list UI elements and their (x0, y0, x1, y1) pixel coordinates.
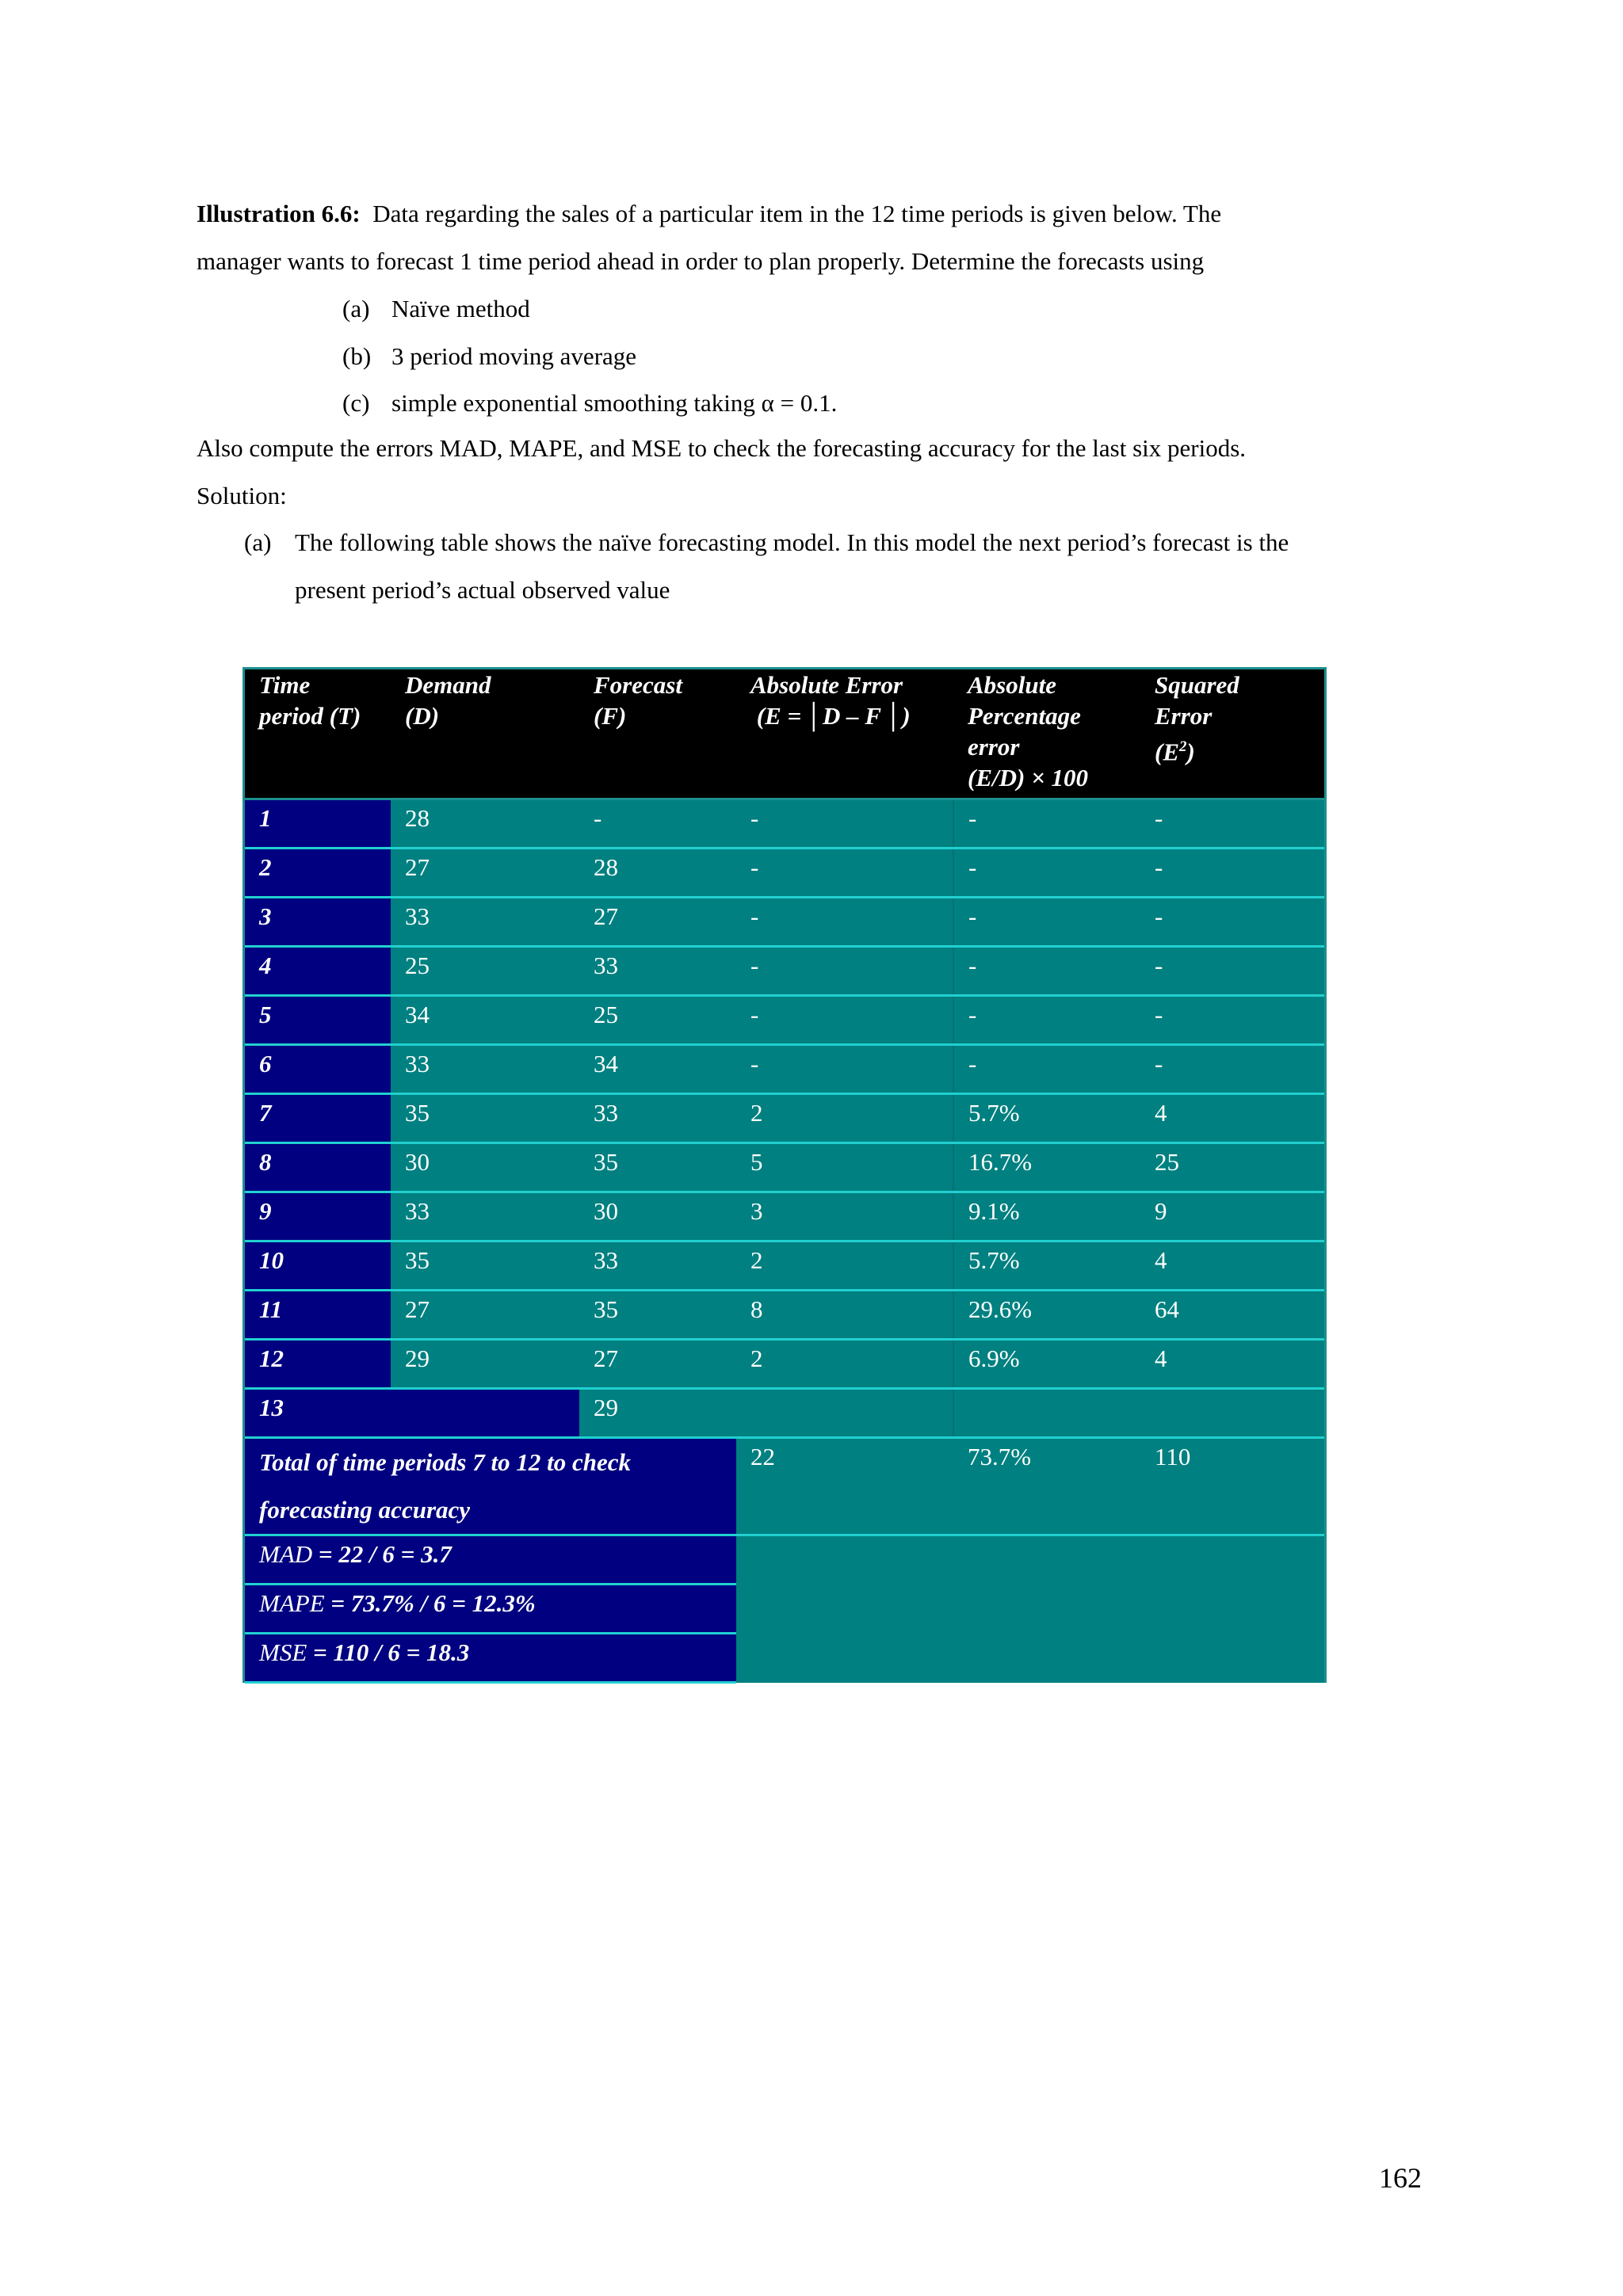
cell-pct-error: 16.7% (953, 1143, 1140, 1192)
page-number: 162 (1379, 2162, 1422, 2194)
part-a-line-1: The following table shows the naïve forecasting model. In this model the next period’s forecast is the (295, 528, 1289, 556)
total-pct-error: 73.7% (953, 1438, 1140, 1535)
table-row (245, 1094, 1324, 1143)
cell-abs-error: 2 (736, 1340, 953, 1389)
table-header-row (245, 669, 1324, 799)
mape-formula: MAPE = 73.7% / 6 = 12.3% (245, 1585, 736, 1634)
cell-time-period: 4 (245, 947, 391, 996)
cell-pct-error: - (953, 799, 1140, 849)
cell-time-period: 3 (245, 898, 391, 947)
cell-demand (391, 1389, 579, 1438)
intro-line-2: manager wants to forecast 1 time period ahead in order to plan properly. Determine the forecasts using (197, 246, 1205, 275)
cell-time-period: 2 (245, 849, 391, 898)
option-marker: (b) (342, 341, 372, 370)
cell-time-period: 13 (245, 1389, 391, 1438)
cell-pct-error (953, 1389, 1140, 1438)
cell-pct-error: 5.7% (953, 1094, 1140, 1143)
cell-demand: 27 (391, 849, 579, 898)
option-item (342, 285, 837, 333)
table-row (245, 1340, 1324, 1389)
table-row (245, 1291, 1324, 1340)
cell-demand: 35 (391, 1241, 579, 1291)
cell-time-period: 11 (245, 1291, 391, 1340)
option-item (342, 379, 837, 427)
header-absolute-error: Absolute Error (E = │D – F │) (736, 669, 953, 799)
cell-sq-error: - (1140, 799, 1324, 849)
cell-demand: 29 (391, 1340, 579, 1389)
cell-pct-error: - (953, 898, 1140, 947)
total-row (245, 1438, 1324, 1535)
cell-pct-error: - (953, 996, 1140, 1045)
cell-time-period: 9 (245, 1192, 391, 1241)
option-text: simple exponential smoothing taking α = 0.1. (391, 389, 838, 417)
cell-sq-error: - (1140, 996, 1324, 1045)
cell-forecast: 29 (579, 1389, 736, 1438)
cell-demand: 30 (391, 1143, 579, 1192)
cell-abs-error: 2 (736, 1094, 953, 1143)
cell-sq-error: 4 (1140, 1340, 1324, 1389)
cell-pct-error: - (953, 1045, 1140, 1094)
cell-time-period: 12 (245, 1340, 391, 1389)
cell-abs-error: 5 (736, 1143, 953, 1192)
part-a-marker: (a) (244, 528, 272, 556)
cell-sq-error (1140, 1389, 1324, 1438)
table-row (245, 996, 1324, 1045)
cell-abs-error: 8 (736, 1291, 953, 1340)
cell-pct-error: 5.7% (953, 1241, 1140, 1291)
cell-pct-error: 9.1% (953, 1192, 1140, 1241)
total-abs-error: 22 (736, 1438, 953, 1535)
cell-abs-error: - (736, 947, 953, 996)
cell-time-period: 6 (245, 1045, 391, 1094)
option-item (342, 333, 837, 380)
cell-forecast: 34 (579, 1045, 736, 1094)
cell-sq-error: - (1140, 849, 1324, 898)
header-absolute-percentage-error: Absolute Percentage error (E/D) × 100 (953, 669, 1140, 799)
cell-pct-error: - (953, 947, 1140, 996)
cell-abs-error: - (736, 849, 953, 898)
cell-sq-error: - (1140, 898, 1324, 947)
table-row (245, 799, 1324, 849)
cell-abs-error: - (736, 1045, 953, 1094)
cell-demand: 25 (391, 947, 579, 996)
cell-abs-error: 3 (736, 1192, 953, 1241)
table-row (245, 1192, 1324, 1241)
cell-sq-error: - (1140, 1045, 1324, 1094)
table-row (245, 1045, 1324, 1094)
cell-forecast: 35 (579, 1291, 736, 1340)
table-row (245, 1241, 1324, 1291)
cell-abs-error: - (736, 799, 953, 849)
cell-abs-error: - (736, 996, 953, 1045)
total-sq-error: 110 (1140, 1438, 1324, 1535)
cell-sq-error: 4 (1140, 1094, 1324, 1143)
cell-abs-error (736, 1389, 953, 1438)
cell-demand: 33 (391, 898, 579, 947)
cell-forecast: 27 (579, 898, 736, 947)
cell-forecast: 28 (579, 849, 736, 898)
illustration-label: Illustration 6.6: (197, 200, 361, 227)
part-a-line-2: present period’s actual observed value (295, 575, 670, 604)
cell-sq-error: 9 (1140, 1192, 1324, 1241)
summary-row-mad (245, 1535, 1324, 1585)
table-row (245, 1143, 1324, 1192)
header-time-period: Time period (T) (245, 669, 391, 799)
cell-sq-error: 64 (1140, 1291, 1324, 1340)
cell-demand: 33 (391, 1192, 579, 1241)
naive-forecast-table (242, 667, 1327, 1683)
option-marker: (a) (342, 295, 370, 322)
option-marker: (c) (342, 389, 370, 417)
intro-line-1: Data regarding the sales of a particular item in the 12 time periods is given below. The (372, 200, 1222, 227)
total-label: Total of time periods 7 to 12 to check forecasting accuracy (245, 1438, 736, 1535)
header-forecast: Forecast (F) (579, 669, 736, 799)
cell-pct-error: - (953, 849, 1140, 898)
mse-formula: MSE = 110 / 6 = 18.3 (245, 1634, 736, 1683)
cell-sq-error: 25 (1140, 1143, 1324, 1192)
cell-forecast: 33 (579, 1094, 736, 1143)
cell-forecast: 25 (579, 996, 736, 1045)
table-row (245, 947, 1324, 996)
cell-demand: 28 (391, 799, 579, 849)
cell-demand: 33 (391, 1045, 579, 1094)
table-row (245, 849, 1324, 898)
cell-sq-error: 4 (1140, 1241, 1324, 1291)
cell-time-period: 8 (245, 1143, 391, 1192)
table-row (245, 898, 1324, 947)
cell-demand: 34 (391, 996, 579, 1045)
option-text: Naïve method (391, 295, 530, 322)
header-squared-error: Squared Error $(E^2)$ (1140, 669, 1324, 799)
cell-forecast: 33 (579, 1241, 736, 1291)
illustration-intro (197, 190, 1433, 284)
cell-sq-error: - (1140, 947, 1324, 996)
cell-demand: 35 (391, 1094, 579, 1143)
option-text: 3 period moving average (391, 341, 637, 370)
cell-forecast: 35 (579, 1143, 736, 1192)
solution-label: Solution: (197, 481, 287, 509)
cell-forecast: 30 (579, 1192, 736, 1241)
after-text-block (197, 425, 1433, 519)
part-a-paragraph (244, 519, 1433, 613)
header-demand: Demand (D) (391, 669, 579, 799)
table-row (245, 1389, 1324, 1438)
cell-time-period: 5 (245, 996, 391, 1045)
cell-abs-error: 2 (736, 1241, 953, 1291)
cell-forecast: 27 (579, 1340, 736, 1389)
mad-formula: MAD = 22 / 6 = 3.7 (245, 1535, 736, 1585)
cell-time-period: 10 (245, 1241, 391, 1291)
method-options (342, 285, 837, 427)
cell-pct-error: 6.9% (953, 1340, 1140, 1389)
after-text: Also compute the errors MAD, MAPE, and MSE to check the forecasting accuracy for the last six periods. (197, 434, 1247, 462)
cell-demand: 27 (391, 1291, 579, 1340)
cell-time-period: 1 (245, 799, 391, 849)
cell-abs-error: - (736, 898, 953, 947)
cell-pct-error: 29.6% (953, 1291, 1140, 1340)
cell-forecast: 33 (579, 947, 736, 996)
cell-time-period: 7 (245, 1094, 391, 1143)
cell-forecast: - (579, 799, 736, 849)
